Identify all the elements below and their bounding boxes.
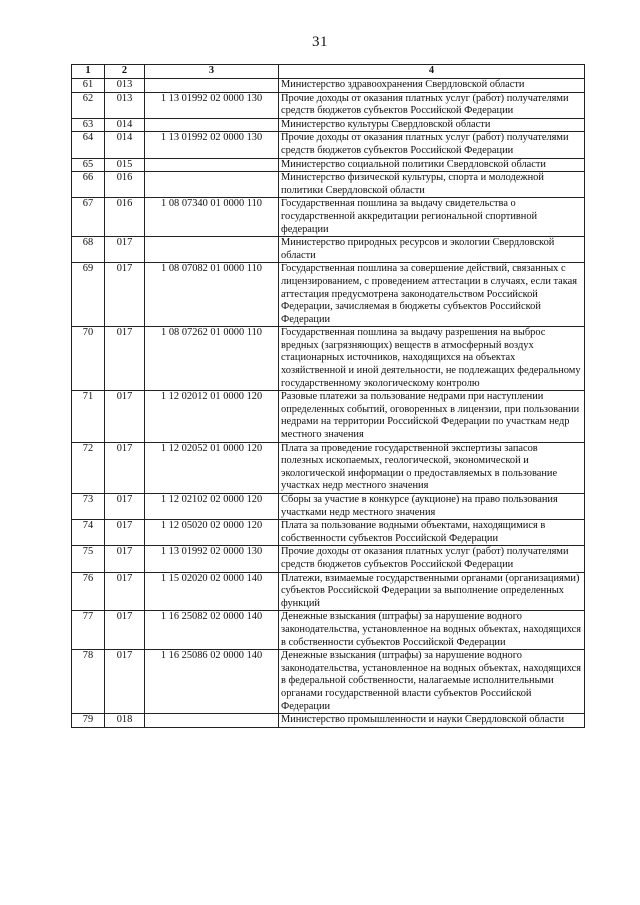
admin-code-cell: 015 <box>105 158 145 172</box>
admin-code-cell: 017 <box>105 494 145 520</box>
description-cell: Плата за пользование водными объектами, находящимися в собственности субъектов Российской Федерации <box>279 520 585 546</box>
admin-code-cell: 018 <box>105 714 145 728</box>
row-number-cell: 77 <box>72 611 105 650</box>
row-number-cell: 73 <box>72 494 105 520</box>
budget-code-cell: 1 16 25086 02 0000 140 <box>145 650 279 714</box>
admin-code-cell: 017 <box>105 391 145 442</box>
description-cell: Министерство физической культуры, спорта и молодежной политики Свердловской области <box>279 172 585 198</box>
table-row <box>72 118 585 132</box>
row-number-cell: 62 <box>72 92 105 118</box>
row-number-cell: 68 <box>72 237 105 263</box>
admin-code-cell: 017 <box>105 263 145 327</box>
table-row <box>72 79 585 93</box>
page-number: 31 <box>312 34 328 50</box>
admin-code-cell: 017 <box>105 650 145 714</box>
admin-code-cell: 017 <box>105 442 145 493</box>
description-cell: Прочие доходы от оказания платных услуг (работ) получателями средств бюджетов субъектов Российской Федерации <box>279 132 585 158</box>
budget-code-cell: 1 08 07082 01 0000 110 <box>145 263 279 327</box>
table-row <box>72 132 585 158</box>
table-row <box>72 650 585 714</box>
row-number-cell: 71 <box>72 391 105 442</box>
budget-code-cell: 1 13 01992 02 0000 130 <box>145 92 279 118</box>
column-header-1: 1 <box>72 65 105 79</box>
budget-code-cell: 1 12 05020 02 0000 120 <box>145 520 279 546</box>
table-row <box>72 237 585 263</box>
description-cell: Министерство социальной политики Свердловской области <box>279 158 585 172</box>
description-cell: Министерство культуры Свердловской области <box>279 118 585 132</box>
admin-code-cell: 016 <box>105 198 145 237</box>
budget-code-cell: 1 12 02012 01 0000 120 <box>145 391 279 442</box>
description-cell: Министерство здравоохранения Свердловской области <box>279 79 585 93</box>
budget-code-cell: 1 08 07262 01 0000 110 <box>145 327 279 391</box>
admin-code-cell: 013 <box>105 79 145 93</box>
description-cell: Государственная пошлина за выдачу свидетельства о государственной аккредитации региональной спортивной федерации <box>279 198 585 237</box>
column-header-2: 2 <box>105 65 145 79</box>
description-cell: Денежные взыскания (штрафы) за нарушение водного законодательства, установленное на водных объектах, находящихся в федеральной собственности, налагаемые исполнительными органами государственной власти субъектов Российской Федерации <box>279 650 585 714</box>
table-row <box>72 546 585 572</box>
table-row <box>72 263 585 327</box>
admin-code-cell: 013 <box>105 92 145 118</box>
description-cell: Платежи, взимаемые государственными органами (организациями) субъектов Российской Федерации за выполнение определенных функций <box>279 572 585 611</box>
description-cell: Государственная пошлина за совершение действий, связанных с лицензированием, с проведением аттестации в случаях, если такая аттестация предусмотрена законодательством Российской Федерации, зачисляемая в бюджеты субъектов Российской Федерации <box>279 263 585 327</box>
admin-code-cell: 014 <box>105 118 145 132</box>
row-number-cell: 65 <box>72 158 105 172</box>
description-cell: Министерство промышленности и науки Свердловской области <box>279 714 585 728</box>
budget-code-cell <box>145 158 279 172</box>
budget-code-cell: 1 12 02052 01 0000 120 <box>145 442 279 493</box>
table-row <box>72 520 585 546</box>
table-row <box>72 494 585 520</box>
table-row <box>72 572 585 611</box>
row-number-cell: 64 <box>72 132 105 158</box>
budget-code-cell: 1 13 01992 02 0000 130 <box>145 546 279 572</box>
table-row <box>72 172 585 198</box>
budget-code-cell: 1 12 02102 02 0000 120 <box>145 494 279 520</box>
table-row <box>72 611 585 650</box>
budget-code-cell <box>145 118 279 132</box>
table-row <box>72 714 585 728</box>
row-number-cell: 66 <box>72 172 105 198</box>
description-cell: Прочие доходы от оказания платных услуг (работ) получателями средств бюджетов субъектов Российской Федерации <box>279 546 585 572</box>
admin-code-cell: 014 <box>105 132 145 158</box>
row-number-cell: 63 <box>72 118 105 132</box>
table-row <box>72 92 585 118</box>
description-cell: Государственная пошлина за выдачу разрешения на выброс вредных (загрязняющих) веществ в атмосферный воздух стационарных источников, находящихся на объектах хозяйственной и иной деятельности, не подлежащих федеральному государственному экологическому контролю <box>279 327 585 391</box>
admin-code-cell: 017 <box>105 327 145 391</box>
table-row <box>72 158 585 172</box>
budget-code-cell: 1 08 07340 01 0000 110 <box>145 198 279 237</box>
description-cell: Разовые платежи за пользование недрами при наступлении определенных событий, оговоренных в лицензии, при пользовании недрами на территории Российской Федерации по участкам недр местного значения <box>279 391 585 442</box>
admin-code-cell: 017 <box>105 572 145 611</box>
description-cell: Денежные взыскания (штрафы) за нарушение водного законодательства, установленное на водных объектах, находящихся в собственности субъектов Российской Федерации <box>279 611 585 650</box>
table-row <box>72 391 585 442</box>
budget-code-cell: 1 13 01992 02 0000 130 <box>145 132 279 158</box>
row-number-cell: 70 <box>72 327 105 391</box>
table-row <box>72 327 585 391</box>
budget-code-cell <box>145 714 279 728</box>
row-number-cell: 67 <box>72 198 105 237</box>
row-number-cell: 74 <box>72 520 105 546</box>
row-number-cell: 76 <box>72 572 105 611</box>
header-row <box>72 65 585 79</box>
budget-code-cell: 1 16 25082 02 0000 140 <box>145 611 279 650</box>
budget-code-cell <box>145 237 279 263</box>
admin-code-cell: 016 <box>105 172 145 198</box>
row-number-cell: 72 <box>72 442 105 493</box>
row-number-cell: 69 <box>72 263 105 327</box>
description-cell: Прочие доходы от оказания платных услуг (работ) получателями средств бюджетов субъектов Российской Федерации <box>279 92 585 118</box>
budget-code-cell <box>145 79 279 93</box>
description-cell: Сборы за участие в конкурсе (аукционе) на право пользования участками недр местного значения <box>279 494 585 520</box>
row-number-cell: 79 <box>72 714 105 728</box>
description-cell: Министерство природных ресурсов и экологии Свердловской области <box>279 237 585 263</box>
admin-code-cell: 017 <box>105 520 145 546</box>
description-cell: Плата за проведение государственной экспертизы запасов полезных ископаемых, геологической, экономической и экологической информации о предоставляемых в пользование участках недр местного значения <box>279 442 585 493</box>
row-number-cell: 61 <box>72 79 105 93</box>
table-header <box>72 65 585 79</box>
table-body <box>72 79 585 728</box>
admin-code-cell: 017 <box>105 546 145 572</box>
column-header-3: 3 <box>145 65 279 79</box>
table-row <box>72 198 585 237</box>
row-number-cell: 75 <box>72 546 105 572</box>
admin-code-cell: 017 <box>105 611 145 650</box>
budget-code-cell: 1 15 02020 02 0000 140 <box>145 572 279 611</box>
budget-code-cell <box>145 172 279 198</box>
column-header-4: 4 <box>279 65 585 79</box>
revenue-administrators-table <box>71 64 585 728</box>
table-row <box>72 442 585 493</box>
admin-code-cell: 017 <box>105 237 145 263</box>
row-number-cell: 78 <box>72 650 105 714</box>
